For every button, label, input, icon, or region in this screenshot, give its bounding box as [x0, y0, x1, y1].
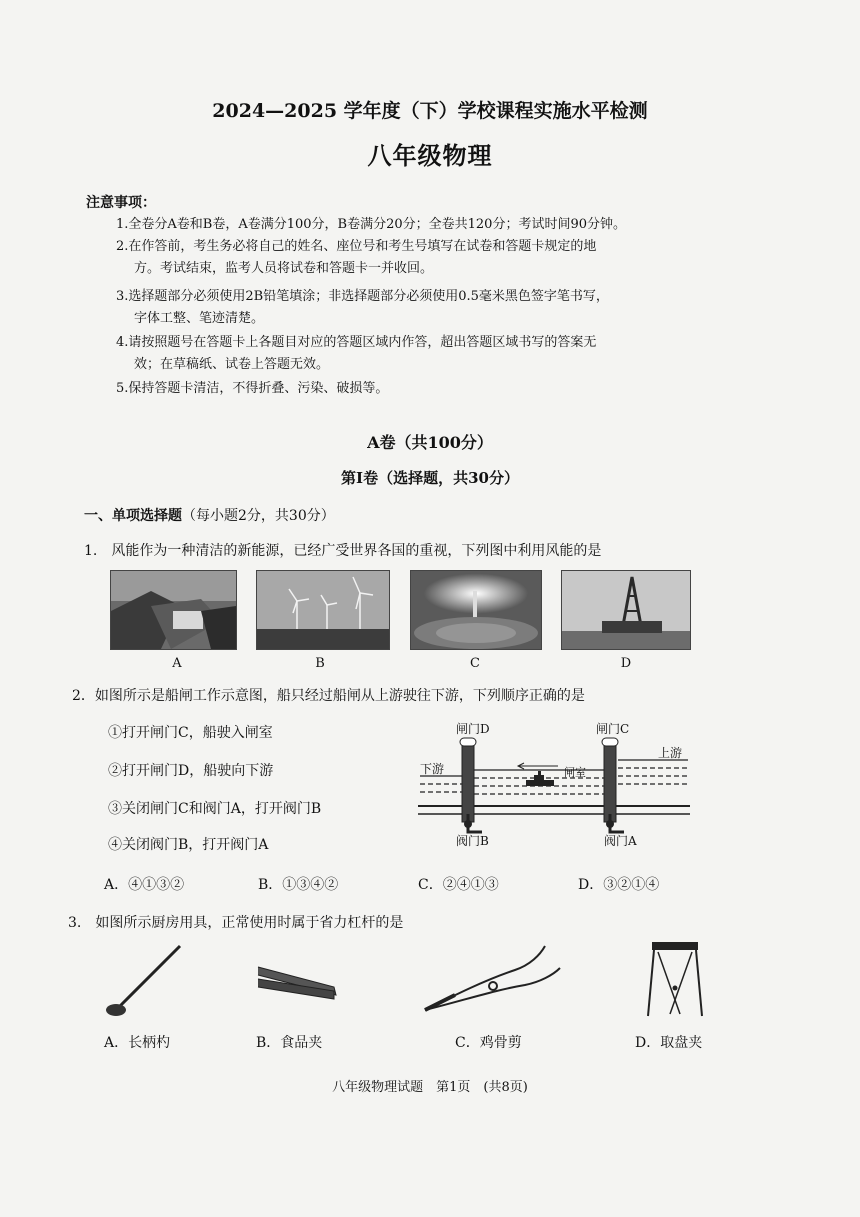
q3-image-poultry-shears [415, 940, 565, 1020]
q2-option-a: A．④①③② [104, 877, 185, 893]
q2-option-d: D．③②①④ [578, 877, 660, 893]
q2-step-2: ②打开闸门D，船驶向下游 [108, 763, 274, 779]
label-chamber: 闸室 [564, 766, 586, 779]
q2-step-1: ①打开闸门C，船驶入闸室 [108, 725, 273, 741]
single-choice-title: 一、单项选择题 [84, 508, 182, 524]
q3-option-c: C．鸡骨剪 [455, 1035, 522, 1051]
question-3-text: 3. 如图所示厨房用具，正常使用时属于省力杠杆的是 [68, 915, 404, 931]
notice-item-1: 1.全卷分A卷和B卷，A卷满分100分，B卷满分20分；全卷共120分；考试时间90分钟。 [116, 217, 626, 232]
notice-item-3: 3.选择题部分必须使用2B铅笔填涂；非选择题部分必须使用0.5毫米黑色签字笔书写， [116, 289, 609, 304]
notice-item-4-cont: 效；在草稿纸、试卷上答题无效。 [134, 357, 330, 372]
q1-image-b-wind-turbines [256, 570, 390, 650]
label-valve-b: 阀门B [456, 834, 489, 848]
q1-image-a-dam [110, 570, 237, 650]
notice-item-5: 5.保持答题卡清洁，不得折叠、污染、破损等。 [116, 381, 389, 396]
q2-option-b: B．①③④② [258, 877, 339, 893]
ship-lock-diagram [418, 720, 690, 850]
question-1-text: 1. 风能作为一种清洁的新能源，已经广受世界各国的重视，下列图中利用风能的是 [84, 543, 602, 559]
label-upstream: 上游 [658, 746, 683, 760]
q1-image-d-drilling-rig [561, 570, 691, 650]
q1-label-b: B [315, 656, 325, 671]
exam-title: 2024—2025 学年度（下）学校课程实施水平检测 [212, 100, 648, 122]
section-a-title: A卷（共100分） [367, 433, 493, 452]
exam-subject: 八年级物理 [367, 141, 493, 170]
question-2-text: 2．如图所示是船闸工作示意图，船只经过船闸从上游驶往下游，下列顺序正确的是 [72, 688, 585, 704]
single-choice-note: （每小题2分，共30分） [182, 508, 335, 524]
q1-label-c: C [470, 656, 480, 671]
label-valve-a: 阀门A [604, 834, 637, 848]
q2-step-3: ③关闭闸门C和阀门A，打开阀门B [108, 801, 322, 817]
notice-item-3-cont: 字体工整、笔迹清楚。 [134, 311, 265, 326]
q3-option-d: D．取盘夹 [635, 1035, 703, 1051]
notice-heading: 注意事项： [86, 195, 156, 211]
q2-option-c: C．②④①③ [418, 877, 499, 893]
q1-image-c-solar-tower [410, 570, 542, 650]
q1-label-a: A [172, 656, 182, 671]
q3-image-food-tongs [250, 955, 340, 1010]
notice-item-4: 4.请按照题号在答题卡上各题目对应的答题区域内作答，超出答题区域书写的答案无 [116, 335, 597, 350]
q3-image-plate-clamp [640, 938, 710, 1023]
label-downstream: 下游 [420, 762, 445, 776]
single-choice-heading [84, 505, 335, 525]
q3-option-b: B．食品夹 [256, 1035, 323, 1051]
notice-item-2-cont: 方。考试结束，监考人员将试卷和答题卡一并收回。 [134, 261, 434, 276]
label-gate-d: 闸门D [456, 722, 490, 736]
page-footer: 八年级物理试题 第1页 (共8页) [332, 1080, 528, 1095]
q2-step-4: ④关闭阀门B，打开阀门A [108, 837, 269, 853]
q1-label-d: D [620, 656, 632, 671]
q3-option-a: A．长柄杓 [104, 1035, 171, 1051]
part-1-title: 第Ⅰ卷（选择题，共30分） [341, 469, 519, 487]
label-gate-c: 闸门C [596, 722, 630, 736]
notice-item-2: 2.在作答前，考生务必将自己的姓名、座位号和考生号填写在试卷和答题卡规定的地 [116, 239, 597, 254]
q3-image-ladle [100, 940, 190, 1020]
